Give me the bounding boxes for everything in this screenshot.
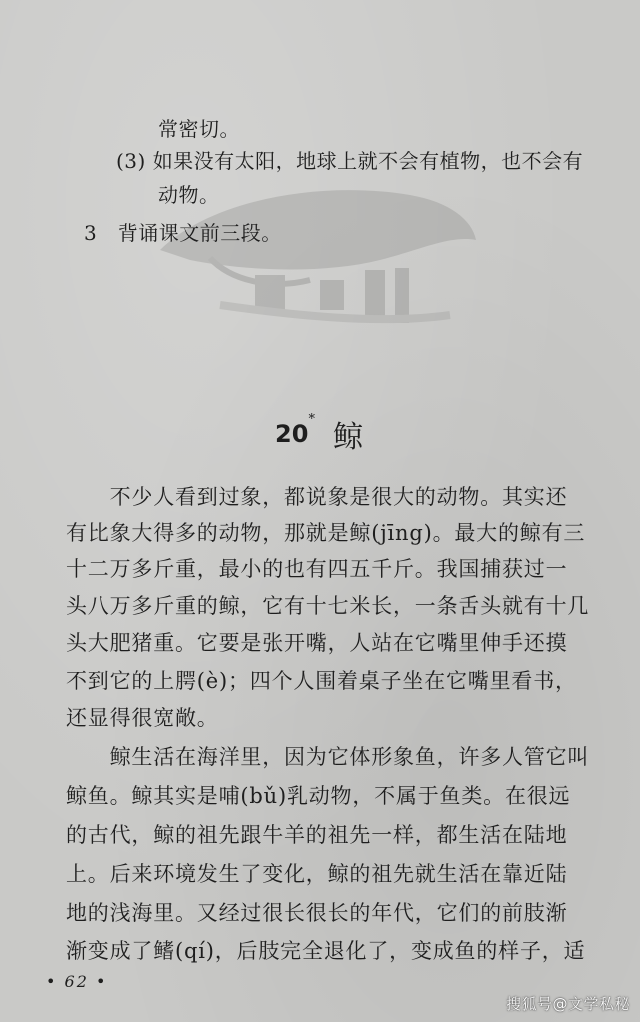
paragraph-1-line: 不到它的上腭(è)；四个人围着桌子坐在它嘴里看书， (66, 669, 577, 693)
exercise-item-3-continuation: 动物。 (158, 183, 220, 207)
paragraph-1-line: 头八万多斤重的鲸，它有十七米长，一条舌头就有十几 (66, 594, 590, 618)
lesson-number: 20 (275, 420, 309, 448)
paragraph-2-line: 鲸鱼。鲸其实是哺(bǔ)乳动物，不属于鱼类。在很远 (66, 784, 571, 808)
source-watermark: 搜狐号@文学私秘 (505, 995, 630, 1013)
paragraph-2-line: 地的浅海里。又经过很长很长的年代，它们的前肢渐 (66, 901, 568, 925)
paragraph-1-line: 不少人看到过象，都说象是很大的动物。其实还 (66, 485, 568, 509)
paragraph-1-line: 还显得很宽敞。 (66, 706, 219, 730)
lesson-title-text: 鲸 (332, 420, 365, 455)
paragraph-2-line: 渐变成了鳍(qí)，后肢完全退化了，变成鱼的样子，适 (66, 939, 586, 963)
page-number: • 62 • (46, 972, 108, 991)
optional-lesson-marker: * (308, 412, 315, 427)
exercise-line: 常密切。 (158, 117, 240, 141)
exercise-task-3: 3 背诵课文前三段。 (84, 221, 282, 245)
paragraph-2-line: 鲸生活在海洋里，因为它体形象鱼，许多人管它叫 (66, 745, 590, 769)
exercise-item-3-line: (3) 如果没有太阳，地球上就不会有植物，也不会有 (116, 149, 584, 173)
paragraph-1-line: 头大肥猪重。它要是张开嘴，人站在它嘴里伸手还摸 (66, 631, 568, 655)
paragraph-1-line: 十二万多斤重，最小的也有四五千斤。我国捕获过一 (66, 557, 568, 581)
paragraph-2-line: 的古代，鲸的祖先跟牛羊的祖先一样，都生活在陆地 (66, 823, 568, 847)
lesson-title (0, 412, 640, 456)
paragraph-1-line: 有比象大得多的动物，那就是鲸(jīng)。最大的鲸有三 (66, 521, 586, 545)
paragraph-2-line: 上。后来环境发生了变化，鲸的祖先就生活在靠近陆 (66, 862, 568, 886)
